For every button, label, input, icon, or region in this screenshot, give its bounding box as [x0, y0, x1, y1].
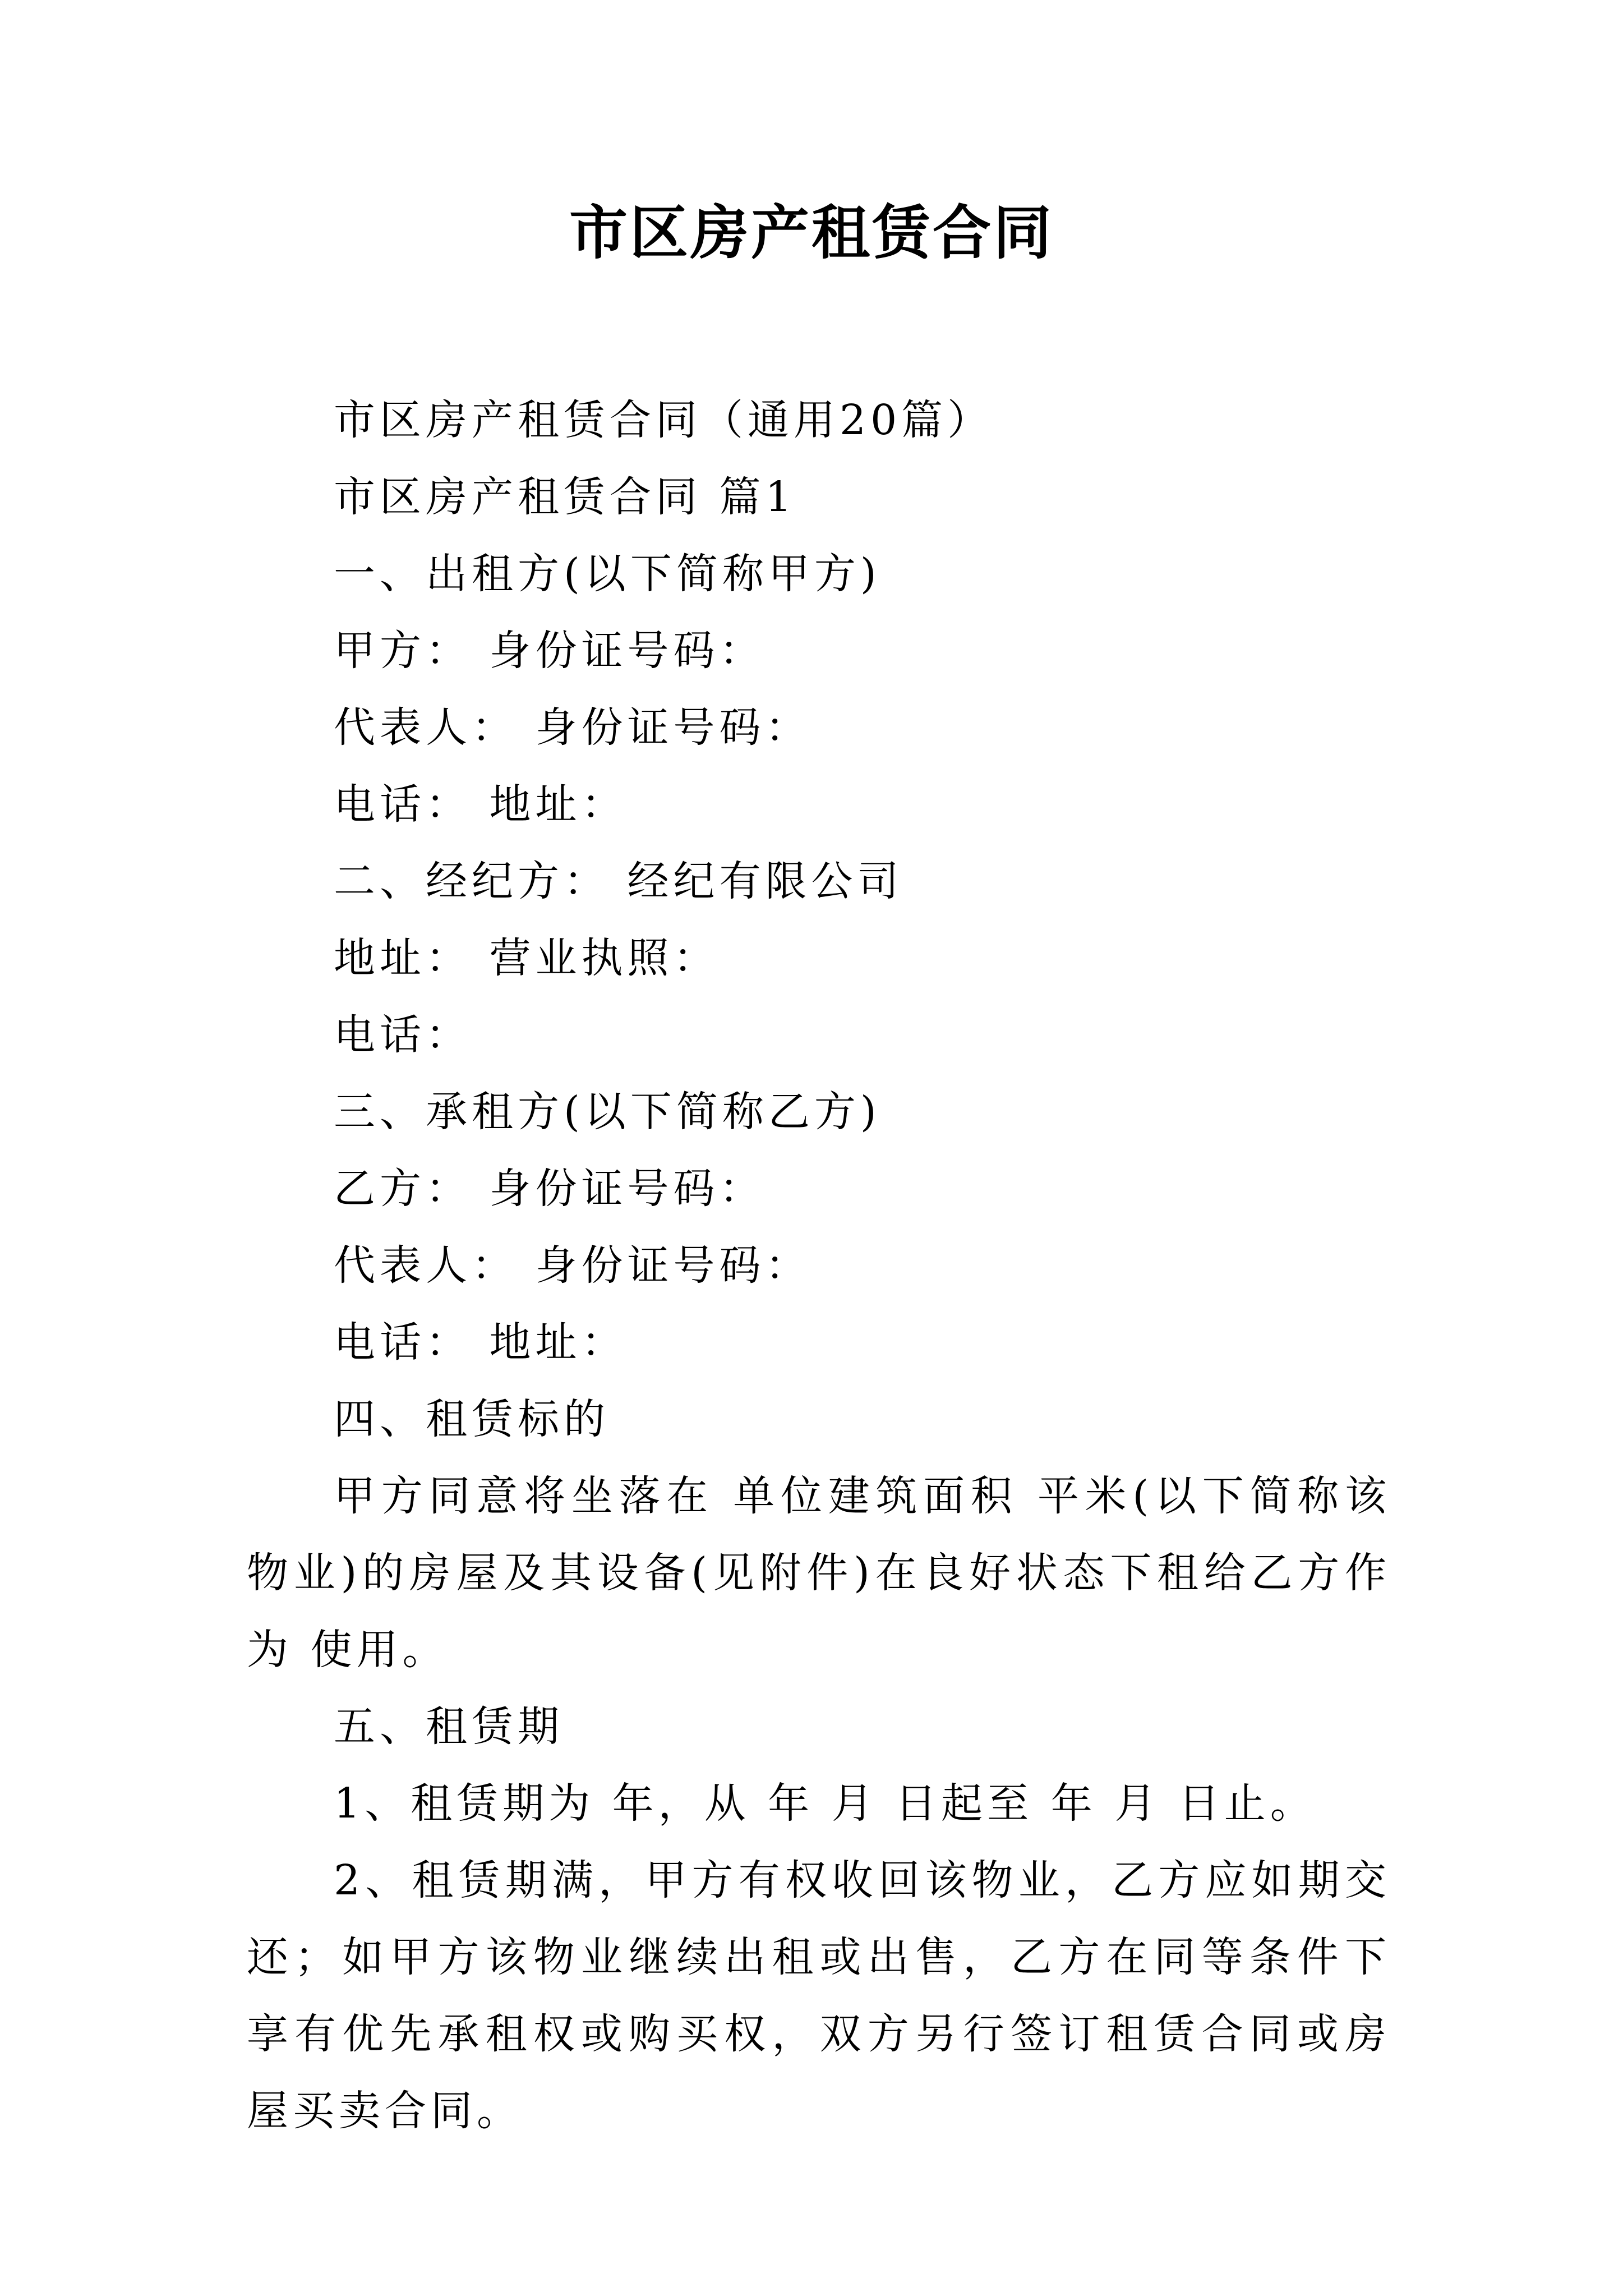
lessee-representative-line: 代表人： 身份证号码： [334, 1241, 811, 1290]
broker-address-line: 地址： 营业执照： [334, 934, 720, 982]
section-term-heading: 五、租赁期 [334, 1703, 564, 1751]
section-subject-heading: 四、租赁标的 [334, 1395, 610, 1443]
subtitle-line: 市区房产租赁合同（通用20篇） [334, 396, 994, 444]
lessee-contact-line: 电话： 地址： [334, 1318, 628, 1366]
lessor-id-line: 甲方： 身份证号码： [334, 627, 766, 675]
document-title: 市区房产租赁合同 [569, 198, 1054, 267]
section-lessor-heading: 一、出租方(以下简称甲方) [334, 550, 881, 598]
section-broker-heading: 二、经纪方： 经纪有限公司 [334, 857, 903, 905]
lessor-contact-line: 电话： 地址： [334, 780, 628, 829]
broker-phone-line: 电话： [334, 1011, 472, 1059]
subject-paragraph: 甲方同意将坐落在 单位建筑面积 平米(以下简称该物业)的房屋及其设备(见附件)在良好状态下租给乙方作为 使用。 [247, 1472, 1391, 1674]
lessor-representative-line: 代表人： 身份证号码： [334, 703, 811, 752]
document-body [247, 382, 1391, 2150]
term-clause-2: 2、租赁期满，甲方有权收回该物业，乙方应如期交还；如甲方该物业继续出租或出售，乙方在同等条件下享有优先承租权或购买权，双方另行签订租赁合同或房屋买卖合同。 [247, 1856, 1391, 2135]
section-lessee-heading: 三、承租方(以下简称乙方) [334, 1088, 881, 1136]
lessee-id-line: 乙方： 身份证号码： [334, 1165, 766, 1213]
chapter-heading: 市区房产租赁合同 篇1 [334, 473, 796, 521]
term-clause-1: 1、租赁期为 年，从 年 月 日起至 年 月 日止。 [334, 1779, 1316, 1828]
